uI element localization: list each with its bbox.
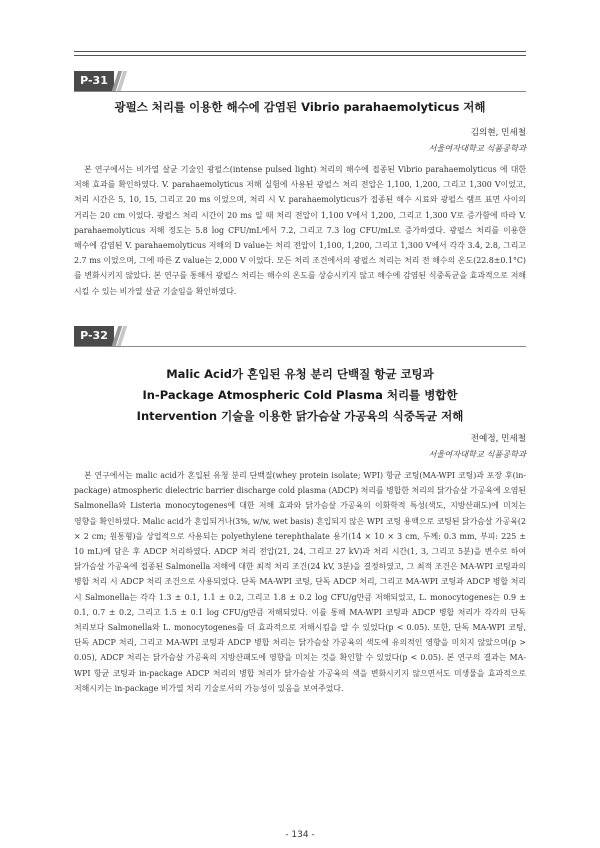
title-line: In-Package Atmospheric Cold Plasma 처리를 병합한 bbox=[142, 388, 458, 402]
page-number: - 134 - bbox=[285, 830, 315, 840]
title-line: Malic Acid가 혼입된 유청 분리 단백질 항균 코팅과 bbox=[166, 367, 434, 381]
paper-title bbox=[74, 364, 526, 427]
section-rule bbox=[74, 91, 526, 92]
title-line: Intervention 기술을 이용한 닭가슴살 가공육의 식중독균 저해 bbox=[136, 409, 464, 423]
section-tag-p31 bbox=[74, 71, 122, 91]
section-rule bbox=[74, 346, 526, 347]
abstract-paragraph: 본 연구에서는 비가열 살균 기술인 광펄스(intense pulsed light) 처리의 해수에 접종된 Vibrio parahaemolyticus 에 대한 저해 효과를 확인하였다. V. parahaemolyticus 저해 실험에 사용된 광펄스 처리 전압은 1,100, 1,200, 그리고 1,300 V이었고, 처리 시간은 5, 10, 15, 그리고 20 ms 이었으며, 처리 시 V. parahaemolyticus가 접종된 해수 시료와 광펄스 램프 표면 사이의 거리는 20 cm 이었다. 광펄스 처리 시간이 20 ms 일 때 처리 전압이 1,100 V에서 1,200, 그리고 1,300 V로 증가함에 따라 V. parahaemolyticus 저해 정도는 5.8 log CFU/mL에서 7.2, 그리고 7.3 log CFU/mL로 증가하였다. 광펄스 처리를 이용한 해수에 감염된 V. parahaemolyticus 저해의 D value는 처리 전압이 1,100, 1,200, 그리고 1,300 V에서 각각 3.4, 2.8, 그리고 2.7 ms 이었으며, 그에 따른 Z value는 2,000 V 이었다. 모든 처리 조건에서의 광펄스 처리는 처리 전 해수의 온도(22.8±0.1°C)를 변화시키지 않았다. 본 연구를 통해서 광펄스 처리는 해수의 온도를 상승시키지 않고 해수에 감염된 식중독균을 효과적으로 저해 시킬 수 있는 비가열 살균 기술임을 확인하였다. bbox=[74, 165, 526, 296]
section-tag-label: P-31 bbox=[80, 74, 108, 87]
section-tag-label: P-32 bbox=[80, 329, 108, 342]
author-list: 김의현, 민세철 bbox=[470, 128, 526, 138]
paper-title bbox=[74, 99, 526, 115]
author-list: 전예정, 민세철 bbox=[470, 434, 526, 444]
abstract-body bbox=[74, 468, 526, 696]
header-rule bbox=[74, 51, 526, 52]
abstract-body bbox=[74, 162, 526, 299]
title-line: 광펄스 처리를 이용한 해수에 감염된 Vibrio parahaemolyticus 저해 bbox=[114, 100, 486, 114]
header-rule bbox=[74, 55, 526, 56]
affiliation: 서울여자대학교 식품공학과 bbox=[428, 143, 526, 153]
section-tag-p32 bbox=[74, 326, 122, 346]
affiliation: 서울여자대학교 식품공학과 bbox=[428, 449, 526, 459]
abstract-paragraph: 본 연구에서는 malic acid가 혼입된 유청 분리 단백질(whey protein isolate; WPI) 항균 코팅(MA-WPI 코팅)과 포장 후(in-package) atmospheric dielectric barrier discharge cold plasma (ADCP) 처리를 병합한 처리의 닭가슴살 가공육에 오염된 Salmonella와 Listeria monocytogenes에 대한 저해 효과와 닭가슴살 가공육의 이화학적 특성(색도, 지방산패도)에 미치는 영향을 확인하였다. Malic acid가 혼입되거나(3%, w/w, wet basis) 혼입되지 않은 WPI 코팅 용액으로 코팅된 닭가슴살 가공육(2 × 2 cm; 원통형)을 상업적으로 사용되는 polyethylene terephthalate 용기(14 × 10 × 3 cm, 두께: 0.3 mm, 부피: 225 ± 10 mL)에 담은 후 ADCP 처리하였다. ADCP 처리 전압(21, 24, 그리고 27 kV)과 처리 시간(1, 3, 그리고 5분)을 변수로 하여 닭가슴살 가공육에 접종된 Salmonella 저해에 대한 최적 처리 조건(24 kV, 3분)을 결정하였고, 그 최적 조건은 MA-WPI 코팅과의 병합 처리 시 ADCP 처리 조건으로 사용되었다. 단독 MA-WPI 코팅, 단독 ADCP 처리, 그리고 MA-WPI 코팅과 ADCP 병합 처리 시 Salmonella는 각각 1.3 ± 0.1, 1.1 ± 0.2, 그리고 1.8 ± 0.2 log CFU/g만큼 저해되었고, L. monocytogenes는 0.9 ± 0.1, 0.7 ± 0.2, 그리고 1.5 ± 0.1 log CFU/g만큼 저해되었다. 이를 통해 MA-WPI 코팅과 ADCP 병합 처리가 각각의 단독 처리보다 Salmonella와 L. monocytogenes를 더 효과적으로 저해시킴을 알 수 있었다(p < 0.05). 또한, 단독 MA-WPI 코팅, 단독 ADCP 처리, 그리고 MA-WPI 코팅과 ADCP 병합 처리는 닭가슴살 가공육의 색도에 유의적인 영향을 미치지 않았으며(p > 0.05), ADCP 처리는 닭가슴살 가공육의 지방산패도에 영향을 미치는 것을 확인할 수 있었다(p < 0.05). 본 연구의 결과는 MA-WPI 항균 코팅과 in-package ADCP 처리의 병합 처리가 닭가슴살 가공육의 색을 변화시키지 않으면서도 미생물을 효과적으로 저해시키는 in-package 비가열 처리 기술로서의 가능성이 있음을 보여주었다. bbox=[74, 471, 527, 693]
